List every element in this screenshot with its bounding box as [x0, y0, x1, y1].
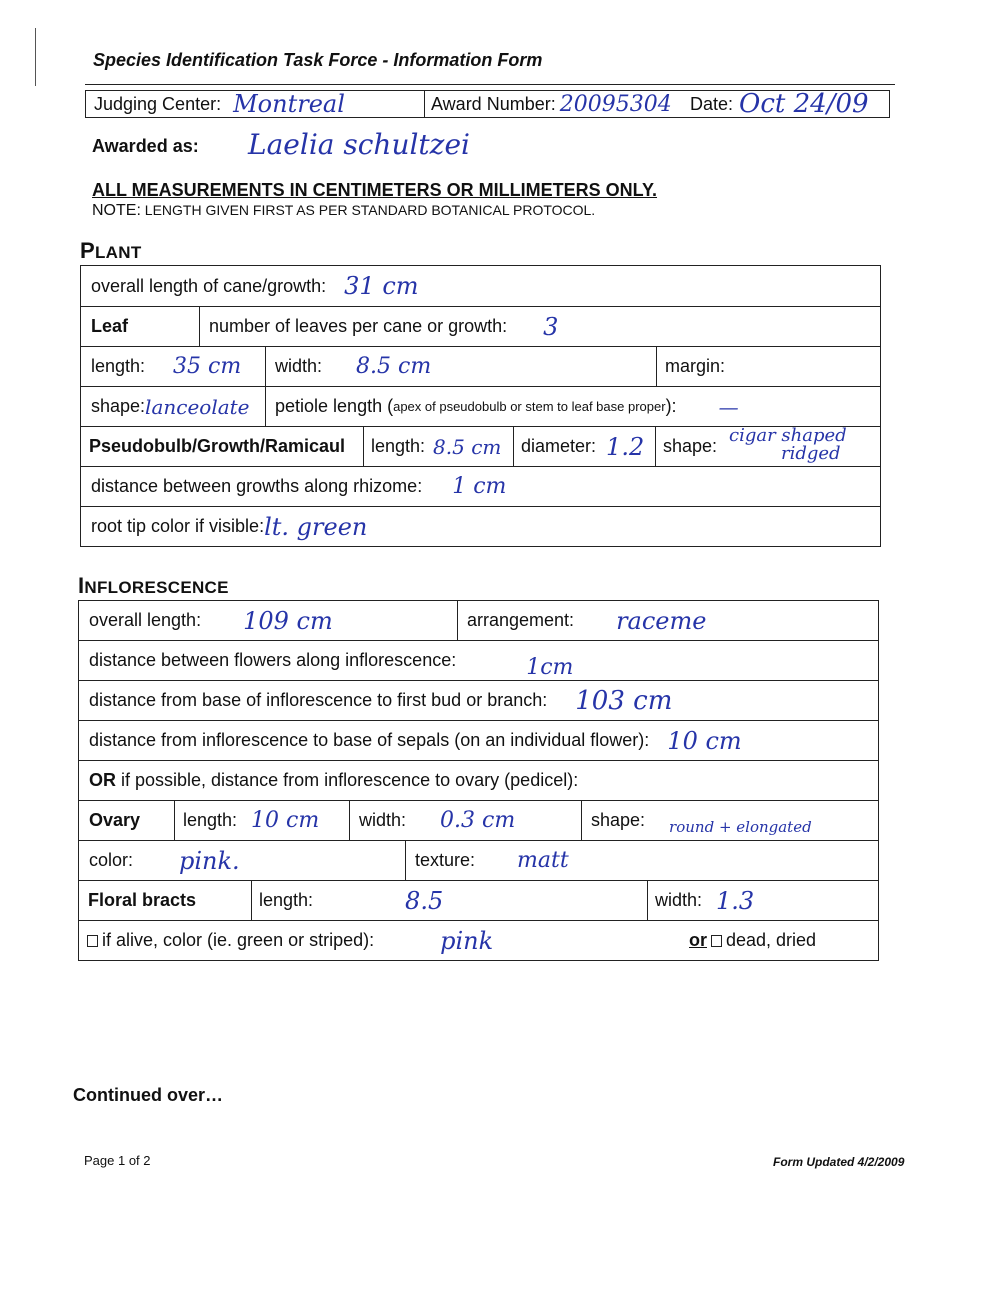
- title-rule: [85, 84, 895, 85]
- award-number-label: Award Number:: [431, 93, 556, 114]
- infl-row-color-texture: [79, 841, 878, 881]
- color-label: color:: [89, 850, 134, 870]
- measurements-note: ALL MEASUREMENTS IN CENTIMETERS OR MILLIMETERS ONLY.: [92, 180, 658, 200]
- ovary-shape-value[interactable]: round + elongated: [669, 817, 812, 836]
- base-to-bud-value[interactable]: 103 cm: [575, 685, 673, 716]
- plant-row-root-tip: [81, 507, 880, 546]
- to-sepals-label: distance from inflorescence to base of sepals (on an individual flower):: [89, 730, 650, 750]
- leaf-margin-label: margin:: [665, 356, 726, 376]
- pseudobulb-shape-label: shape:: [663, 436, 718, 456]
- leaf-shape-label: shape:: [91, 396, 146, 416]
- date-value[interactable]: Oct 24/09: [739, 89, 869, 119]
- awarded-as-value[interactable]: Laelia schultzei: [248, 128, 470, 161]
- plant-row-leaf-dimensions: [81, 347, 880, 387]
- inflorescence-table: [78, 600, 879, 961]
- pseudobulb-label: Pseudobulb/Growth/Ramicaul: [89, 436, 346, 456]
- date-label: Date:: [690, 93, 734, 114]
- infl-length-label: overall length:: [89, 610, 202, 630]
- judging-center-label: Judging Center:: [94, 93, 222, 114]
- infl-row-alive-dead: [79, 921, 878, 960]
- ovary-width-value[interactable]: 0.3 cm: [440, 808, 516, 833]
- pseudobulb-shape-value-1[interactable]: cigar shaped: [729, 425, 847, 446]
- pseudobulb-length-value[interactable]: 8.5 cm: [433, 434, 502, 459]
- infl-row-flower-distance: [79, 641, 878, 681]
- infl-row-overall: [79, 601, 878, 641]
- alive-color-value[interactable]: pink: [440, 926, 494, 955]
- rhizome-value[interactable]: 1 cm: [452, 474, 507, 499]
- petiole-note: apex of pseudobulb or stem to leaf base proper: [393, 399, 666, 414]
- petiole-value[interactable]: —: [718, 394, 739, 419]
- inflorescence-heading-rest: NFLORESCENCE: [84, 578, 229, 597]
- leaves-count-label: number of leaves per cane or growth:: [209, 316, 508, 336]
- leaf-width-value[interactable]: 8.5 cm: [356, 354, 432, 379]
- ovary-length-label: length:: [183, 810, 238, 830]
- plant-row-pseudobulb: [81, 427, 880, 467]
- infl-row-pedicel: [79, 761, 878, 801]
- ovary-width-label: width:: [359, 810, 407, 830]
- plant-table: [80, 265, 881, 547]
- margin-pen-mark: [35, 28, 36, 86]
- bracts-width-value[interactable]: 1.3: [716, 886, 755, 915]
- cane-length-label: overall length of cane/growth:: [91, 275, 327, 296]
- bracts-length-label: length:: [259, 890, 314, 910]
- or-dead-label: or: [689, 930, 707, 950]
- or-label: OR: [89, 770, 116, 790]
- inflorescence-heading-cap: I: [78, 573, 85, 598]
- ovary-label: Ovary: [89, 810, 141, 830]
- plant-row-rhizome: [81, 467, 880, 507]
- leaf-length-label: length:: [91, 356, 146, 376]
- root-tip-value[interactable]: lt. green: [264, 512, 368, 541]
- leaves-count-value[interactable]: 3: [543, 312, 559, 341]
- form-title: Species Identification Task Force - Information Form: [93, 50, 543, 70]
- infl-row-ovary: [79, 801, 878, 841]
- award-number-value[interactable]: 20095304: [559, 91, 672, 117]
- leaf-length-value[interactable]: 35 cm: [173, 354, 242, 379]
- dead-checkbox[interactable]: [711, 935, 722, 947]
- plant-row-leaf: [81, 307, 880, 347]
- rhizome-label: distance between growths along rhizome:: [91, 476, 423, 496]
- texture-value[interactable]: matt: [517, 848, 569, 873]
- flower-distance-value[interactable]: 1cm: [526, 655, 574, 680]
- pseudobulb-shape-value-2[interactable]: ridged: [781, 443, 841, 464]
- arrangement-value[interactable]: raceme: [616, 606, 707, 635]
- infl-row-floral-bracts: [79, 881, 878, 921]
- plant-heading-cap: P: [80, 238, 95, 263]
- note-prefix: NOTE:: [92, 202, 141, 219]
- bracts-width-label: width:: [655, 890, 703, 910]
- root-tip-label: root tip color if visible:: [91, 516, 265, 536]
- petiole-label: petiole length (: [275, 396, 394, 416]
- form-updated: Form Updated 4/2/2009: [773, 1155, 905, 1169]
- pseudobulb-diameter-value[interactable]: 1.2: [606, 432, 645, 461]
- leaf-width-label: width:: [275, 356, 323, 376]
- page-number: Page 1 of 2: [84, 1153, 151, 1168]
- infl-row-base-to-bud: [79, 681, 878, 721]
- ovary-shape-label: shape:: [591, 810, 646, 830]
- header-box: [85, 90, 890, 118]
- pseudobulb-diameter-label: diameter:: [521, 436, 597, 456]
- leaf-label: Leaf: [91, 316, 129, 336]
- floral-bracts-label: Floral bracts: [88, 890, 197, 910]
- plant-row-shape-petiole: [81, 387, 880, 427]
- dead-label: dead, dried: [726, 930, 817, 950]
- judging-center-value[interactable]: Montreal: [233, 90, 345, 118]
- note-text: LENGTH GIVEN FIRST AS PER STANDARD BOTANICAL PROTOCOL.: [140, 202, 596, 218]
- plant-row-overall-length: [81, 266, 880, 307]
- texture-label: texture:: [415, 850, 476, 870]
- cane-length-value[interactable]: 31 cm: [344, 272, 419, 300]
- pedicel-label: if possible, distance from inflorescence to ovary (pedicel):: [116, 770, 579, 790]
- color-value[interactable]: pink.: [179, 846, 240, 875]
- continued-note: Continued over…: [73, 1085, 224, 1105]
- arrangement-label: arrangement:: [467, 610, 575, 630]
- bracts-length-value[interactable]: 8.5: [405, 886, 444, 915]
- alive-label: if alive, color (ie. green or striped):: [102, 930, 375, 950]
- infl-row-to-sepals: [79, 721, 878, 761]
- leaf-shape-value[interactable]: lanceolate: [145, 394, 250, 419]
- flower-distance-label: distance between flowers along inflorescence:: [89, 650, 457, 670]
- ovary-length-value[interactable]: 10 cm: [251, 808, 320, 833]
- plant-heading: [80, 238, 142, 264]
- alive-checkbox[interactable]: [87, 935, 98, 947]
- petiole-close: ):: [665, 396, 677, 416]
- pseudobulb-length-label: length:: [371, 436, 426, 456]
- awarded-as-label: Awarded as:: [92, 136, 199, 156]
- to-sepals-value[interactable]: 10 cm: [667, 726, 742, 755]
- inflorescence-heading: [78, 573, 229, 599]
- infl-length-value[interactable]: 109 cm: [243, 606, 333, 635]
- plant-heading-rest: LANT: [94, 243, 142, 262]
- protocol-note: [92, 202, 595, 220]
- base-to-bud-label: distance from base of inflorescence to first bud or branch:: [89, 690, 548, 710]
